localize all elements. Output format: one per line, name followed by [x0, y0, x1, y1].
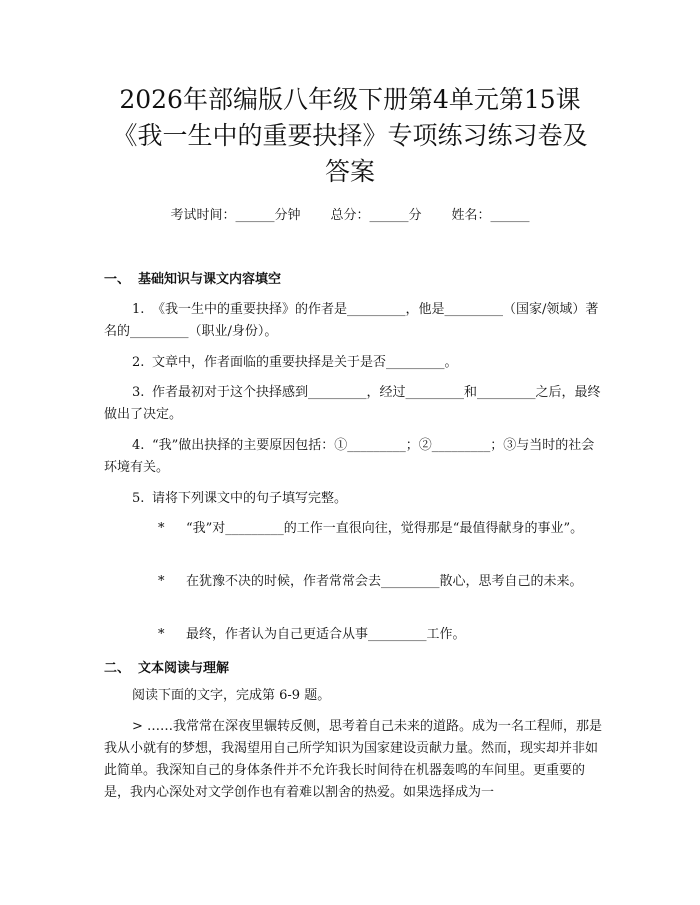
question-4 — [104, 435, 604, 479]
question-3 — [104, 382, 604, 426]
question-4-text: “我”做出抉择的主要原因包括：①_________；②_________；③与当时的社会环境有关。 — [104, 438, 595, 475]
fill-in-item-1 — [104, 518, 604, 540]
fill-in-item-2-text: 在犹豫不决的时候，作者常常会去_________散心，思考自己的未来。 — [186, 574, 583, 589]
question-2 — [104, 352, 604, 374]
question-2-number: 2. — [132, 355, 145, 370]
question-5-number: 5. — [132, 491, 145, 506]
reading-passage: > ……我常常在深夜里辗转反侧，思考着自己未来的道路。成为一名工程师，那是我从小就有的梦想，我渴望用自己所学知识为国家建设贡献力量。然而，现实却并非如此简单。我深知自己的身体条件并不允许我长时间待在机器轰鸣的车间里。更重要的是，我内心深处对文学创作也有着难以割舍的热爱。如果选择成为一 — [104, 719, 603, 800]
question-2-text: 文章中，作者面临的重要抉择是关于是否_________。 — [152, 355, 458, 370]
bullet-marker: * — [158, 521, 165, 536]
question-3-number: 3. — [132, 385, 145, 400]
exam-time-field: 考试时间：______分钟 — [170, 208, 301, 223]
section-2-heading — [104, 657, 229, 676]
section-1-heading — [104, 268, 281, 287]
section-1-number: 一、 — [104, 272, 131, 287]
question-1-text: 《我一生中的重要抉择》的作者是_________，他是_________（国家/领域）著名的_________（职业/身份）。 — [104, 302, 599, 339]
student-name-field: 姓名：______ — [451, 208, 530, 223]
bullet-marker: * — [158, 574, 165, 589]
bullet-marker: * — [158, 627, 165, 642]
reading-instructions: 阅读下面的文字，完成第 6-9 题。 — [132, 688, 331, 703]
title-line-3: 答案 — [324, 157, 375, 186]
document-title — [80, 82, 620, 190]
fill-in-item-3-text: 最终，作者认为自己更适合从事_________工作。 — [186, 627, 466, 642]
question-1 — [104, 299, 604, 343]
title-line-1: 2026年部编版八年级下册第4单元第15课 — [119, 85, 581, 114]
fill-in-item-3 — [104, 624, 604, 646]
fill-in-item-2 — [104, 571, 604, 593]
section-2-title: 文本阅读与理解 — [138, 661, 230, 676]
question-4-number: 4. — [132, 438, 145, 453]
section-2-number: 二、 — [104, 661, 131, 676]
question-5-text: 请将下列课文中的句子填写完整。 — [152, 491, 348, 506]
question-3-text: 作者最初对于这个抉择感到_________，经过_________和_________之后，最终做出了决定。 — [104, 385, 601, 422]
total-score-field: 总分：______分 — [330, 208, 422, 223]
title-line-2: 《我一生中的重要抉择》专项练习练习卷及 — [112, 121, 588, 150]
section-1-title: 基础知识与课文内容填空 — [138, 272, 282, 287]
question-1-number: 1. — [132, 302, 145, 317]
question-5 — [104, 488, 604, 510]
fill-in-item-1-text: “我”对_________的工作一直很向往，觉得那是“最值得献身的事业”。 — [186, 521, 584, 536]
exam-info-line — [0, 204, 700, 223]
